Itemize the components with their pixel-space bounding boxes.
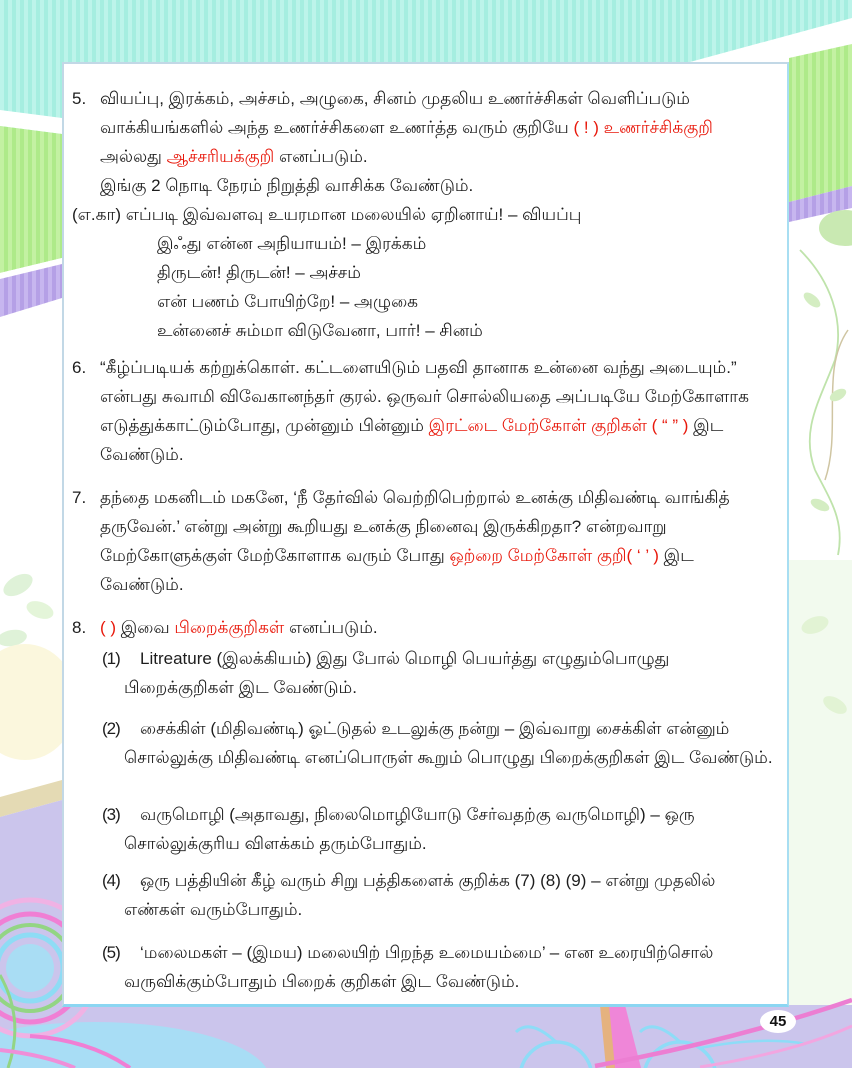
text-line (100, 171, 713, 200)
list-number: 7. (72, 488, 87, 507)
sub-item-3 (102, 800, 777, 858)
text-segment: ‘மலைமகள் – (இமய) மலையிற் பிறந்த உமையம்மை’ – என உரையிற்சொல் (140, 943, 714, 962)
list-number: (3) (102, 805, 120, 824)
text-line (100, 411, 749, 440)
text-segment: இட (658, 546, 694, 565)
text-segment: வேண்டும். (100, 445, 184, 464)
text-line (157, 258, 713, 287)
text-line (124, 673, 669, 702)
text-line (124, 967, 713, 996)
text-segment: மேற்கோளுக்குள் மேற்கோளாக வரும் போது (100, 546, 450, 565)
items-container (72, 84, 777, 996)
text-line (157, 287, 713, 316)
item-5 (72, 84, 777, 345)
highlighted-term: பிறைக்குறிகள் (174, 618, 285, 637)
highlighted-term: ( ) (100, 618, 117, 637)
sub-item-5 (102, 938, 777, 996)
text-line (100, 440, 749, 469)
text-line (140, 644, 669, 673)
text-line (157, 229, 713, 258)
item-body (100, 483, 730, 599)
text-line (124, 743, 773, 772)
text-segment: இங்கு 2 நொடி நேரம் நிறுத்தி வாசிக்க வேண்டும். (100, 176, 474, 195)
text-segment: எடுத்துக்காட்டும்போது, முன்னும் பின்னும் (100, 416, 429, 435)
text-segment: அல்லது (100, 147, 167, 166)
page-number: 45 (769, 1013, 787, 1030)
text-segment: தந்தை மகனிடம் மகனே, ‘நீ தேர்வில் வெற்றிபெற்றால் உனக்கு மிதிவண்டி வாங்கித் (100, 488, 730, 507)
sub-item-4 (102, 866, 777, 924)
text-line (140, 938, 713, 967)
text-line (100, 382, 749, 411)
text-segment: ஒரு பத்தியின் கீழ் வரும் சிறு பத்திகளைக் குறிக்க (7) (8) (9) – என்று முதலில் (140, 871, 716, 890)
list-number: (2) (102, 719, 120, 738)
text-segment: சைக்கிள் (மிதிவண்டி) ஓட்டுதல் உடலுக்கு நன்று – இவ்வாறு சைக்கிள் என்னும் (140, 719, 730, 738)
text-line (140, 866, 715, 895)
text-line (100, 84, 713, 113)
text-segment: இஃது என்ன அநியாயம்! – இரக்கம் (157, 234, 427, 253)
text-line (100, 353, 749, 382)
highlighted-term: ஆச்சரியக்குறி (166, 147, 275, 166)
item-7 (72, 483, 777, 599)
item-body (100, 613, 378, 642)
item-body (124, 644, 670, 702)
item-8 (72, 613, 777, 642)
text-line (100, 613, 378, 642)
highlighted-term: ஒற்றை மேற்கோள் குறி( ‘ ’ ) (449, 546, 659, 565)
text-segment: திருடன்! திருடன்! – அச்சம் (157, 263, 361, 282)
text-line (124, 895, 715, 924)
item-6 (72, 353, 777, 469)
text-line (100, 483, 730, 512)
item-body (124, 714, 773, 772)
page-number-badge (760, 1010, 796, 1033)
text-segment: “கீழ்ப்படியக் கற்றுக்கொள். கட்டளையிடும் பதவி தானாக உன்னை வந்து அடையும்.” (100, 358, 737, 377)
text-segment: வருவிக்கும்போதும் பிறைக் குறிகள் இட வேண்டும். (124, 972, 520, 991)
text-segment: எனப்படும். (284, 618, 378, 637)
text-segment: வருமொழி (அதாவது, நிலைமொழியோடு சேர்வதற்கு வருமொழி) – ஒரு (140, 805, 695, 824)
text-segment: Litreature (இலக்கியம்) இது போல் மொழி பெயர்த்து எழுதும்பொழுது (140, 649, 670, 668)
text-line (100, 541, 730, 570)
item-body (124, 866, 716, 924)
text-segment: வேண்டும். (100, 575, 184, 594)
text-line (140, 800, 695, 829)
text-line (157, 316, 713, 345)
text-segment: (எ.கா) எப்படி இவ்வளவு உயரமான மலையில் ஏறினாய்! – வியப்பு (72, 205, 582, 224)
text-line (124, 829, 695, 858)
list-number: (4) (102, 871, 120, 890)
text-line (100, 512, 730, 541)
highlighted-term: இரட்டை மேற்கோள் குறிகள் ( “ ” ) (428, 416, 689, 435)
list-number: (1) (102, 649, 120, 668)
text-segment: எண்கள் வரும்போதும். (124, 900, 303, 919)
text-segment: தருவேன்.’ என்று அன்று கூறியது உனக்கு நினைவு இருக்கிறதா? என்றவாறு (100, 517, 667, 536)
text-line (100, 142, 713, 171)
text-segment: என் பணம் போயிற்றே! – அழுகை (157, 292, 419, 311)
item-body (72, 84, 713, 345)
text-line (100, 113, 713, 142)
text-segment: எனப்படும். (274, 147, 368, 166)
text-segment: சொல்லுக்குரிய விளக்கம் தரும்போதும். (124, 834, 427, 853)
sub-item-2 (102, 714, 777, 772)
text-segment: இவை (116, 618, 175, 637)
list-number: 8. (72, 618, 87, 637)
list-number: (5) (102, 943, 120, 962)
text-segment: உன்னைச் சும்மா விடுவேனா, பார்! – சினம் (157, 321, 483, 340)
sub-item-1 (102, 644, 777, 702)
item-body (124, 800, 695, 858)
text-segment: பிறைக்குறிகள் இட வேண்டும். (124, 678, 357, 697)
text-segment: என்பது சுவாமி விவேகானந்தர் குரல். ஒருவர் சொல்லியதை அப்படியே மேற்கோளாக (100, 387, 750, 406)
list-number: 6. (72, 358, 87, 377)
text-segment: இட (688, 416, 724, 435)
text-segment: வாக்கியங்களில் அந்த உணர்ச்சிகளை உணர்த்த வரும் குறியே (100, 118, 574, 137)
right-margin-decor (789, 44, 852, 1005)
text-line (100, 570, 730, 599)
text-segment: வியப்பு, இரக்கம், அச்சம், அழுகை, சினம் முதலிய உணர்ச்சிகள் வெளிப்படும் (100, 89, 690, 108)
list-number: 5. (72, 89, 87, 108)
text-line (72, 200, 713, 229)
text-line (140, 714, 773, 743)
text-segment: சொல்லுக்கு மிதிவண்டி எனப்பொருள் கூறும் பொழுது பிறைக்குறிகள் இட வேண்டும். (124, 748, 773, 767)
content-card (62, 62, 789, 1007)
item-body (124, 938, 714, 996)
highlighted-term: ( ! ) உணர்ச்சிக்குறி (573, 118, 713, 137)
item-body (100, 353, 749, 469)
